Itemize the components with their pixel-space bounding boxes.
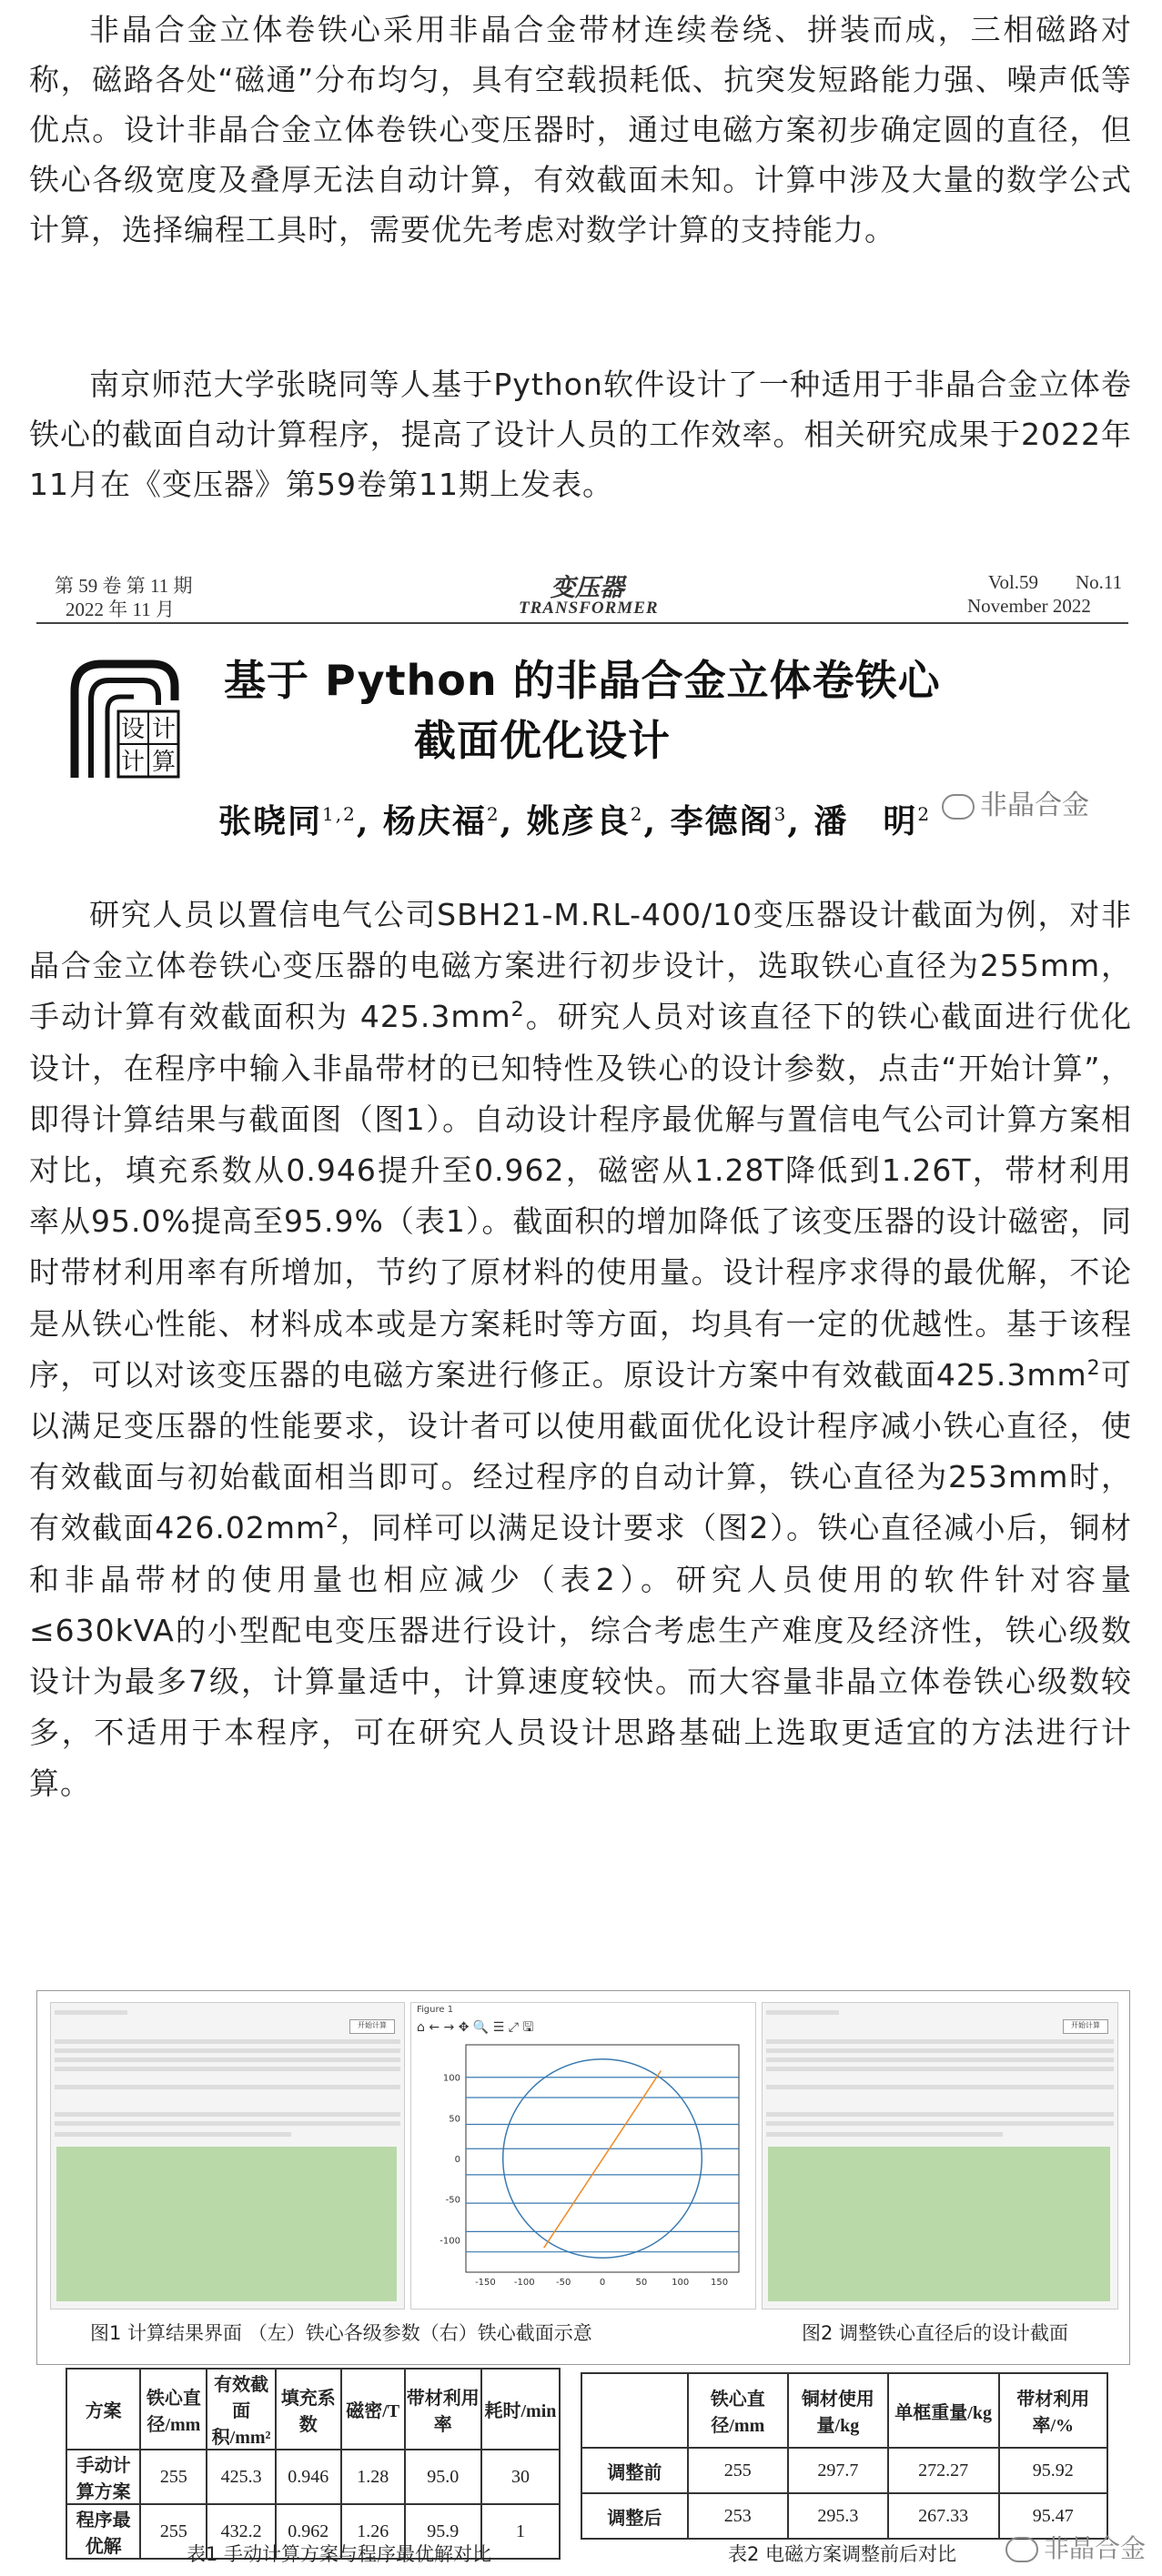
author-affiliation: 2 xyxy=(630,803,644,825)
header-number-en: No.11 xyxy=(1076,571,1123,593)
journal-name-en: TRANSFORMER xyxy=(519,599,659,618)
plot-toolbar: ⌂ ← → ✥ 🔍 ☰ ⤢ 🖫 xyxy=(417,2020,534,2035)
y-tick-label: -50 xyxy=(445,2195,460,2206)
x-tick-label: 100 xyxy=(672,2278,690,2288)
t1-header: 有效截面积/mm² xyxy=(207,2369,275,2450)
gui-screenshot-right xyxy=(762,2002,1118,2309)
x-tick-label: -100 xyxy=(513,2278,535,2288)
author-name: 杨庆福 xyxy=(382,802,487,840)
table-2 xyxy=(581,2372,1108,2540)
author-affiliation: 2 xyxy=(486,803,500,825)
y-tick-label: -100 xyxy=(440,2236,460,2247)
gui-screenshot-left xyxy=(50,2002,405,2309)
y-tick-label: 50 xyxy=(449,2114,460,2125)
header-rule xyxy=(36,622,1128,624)
y-tick-label: 100 xyxy=(442,2073,460,2084)
table-row: 手动计算方案 255 425.3 0.946 1.28 95.0 30 xyxy=(66,2450,560,2504)
start-calc-button-left: 开始计算 xyxy=(349,2019,395,2034)
results-grid-left xyxy=(56,2147,397,2301)
x-tick-label: 50 xyxy=(635,2278,648,2288)
header-volume-cn: 第 59 卷 第 11 期 xyxy=(55,575,193,597)
design-computation-logo-icon xyxy=(66,655,184,782)
logo-char-3: 计 xyxy=(120,749,146,776)
t2-header: 铁心直径/mm xyxy=(688,2373,788,2448)
t2-header xyxy=(581,2373,688,2448)
journal-name-cn: 变压器 xyxy=(551,574,624,601)
author-list: 张晓同$^{1,2}$, 杨庆福$^2$, 姚彦良$^2$, 李德阁$^3$, 潘 明$^2$ xyxy=(218,802,932,840)
table-row: 调整前 255 297.7 272.27 95.92 xyxy=(581,2448,1107,2493)
figure-1-caption: 图1 计算结果界面 （左）铁心各级参数（右）铁心截面示意 xyxy=(90,2322,592,2344)
t1-header: 带材利用率 xyxy=(405,2369,481,2450)
t1-header: 磁密/T xyxy=(341,2369,405,2450)
t1-header: 铁心直径/mm xyxy=(140,2369,207,2450)
t1-header: 方案 xyxy=(66,2369,140,2450)
logo-char-1: 设 xyxy=(120,716,146,743)
logo-char-4: 算 xyxy=(151,749,177,776)
watermark-bottom: 非晶合金 xyxy=(1005,2529,1146,2565)
y-tick-label: 0 xyxy=(454,2155,460,2165)
header-date-cn: 2022 年 11 月 xyxy=(66,599,175,620)
body-paragraph: 研究人员以置信电气公司SBH21-M.RL-400/10变压器设计截面为例，对非晶合金立体卷铁心变压器的电磁方案进行初步设计，选取铁心直径为255mm，手动计算有效截面积为 $425.3mm^2$。研究人员对该直径下的铁心截面进行优化设计，在程序中输入非晶带材的已知特性及铁心的设计参数，点击“开始计算”，即得计算结果与截面图（图1）。自动设计程序最优解与置信电气公司计算方案相对比，填充系数从0.946提升至0.962，磁密从1.28T降低到1.26T，带材利用率从95.0%提高至95.9%（表1）。截面积的增加降低了该变压器的设计磁密，同时带材利用率有所增加，节约了原材料的使用量。设计程序求得的最优解，不论是从铁心性能、材料成本或是方案耗时等方面，均具有一定的优越性。基于该程序，可以对该变压器的电磁方案进行修正。原设计方案中有效截面$425.3mm^2$可以满足变压器的性能要求，设计者可以使用截面优化设计程序减小铁心直径，使有效截面与初始截面相当即可。经过程序的自动计算，铁心直径为253mm时，有效截面$426.02mm^2$，同样可以满足设计要求（图2）。铁心直径减小后，铜材和非晶带材的使用量也相应减少（表2）。研究人员使用的软件针对容量≤630kVA的小型配电变压器进行设计，综合考虑生产难度及经济性，铁心级数设计为最多7级，计算量适中，计算速度较快。而大容量非晶立体卷铁心级数较多，不适用于本程序，可在研究人员设计思路基础上选取更适宜的方法进行计算。 xyxy=(29,897,1132,1802)
t2-header: 单框重量/kg xyxy=(888,2373,999,2448)
results-grid-right xyxy=(768,2147,1110,2301)
t1-header: 耗时/min xyxy=(481,2369,560,2450)
figure-panel xyxy=(36,1990,1130,2365)
table-row: 调整后 253 295.3 267.33 95.47 xyxy=(581,2493,1107,2539)
x-tick-label: 0 xyxy=(599,2278,606,2288)
author-name: 潘 明 xyxy=(813,802,918,840)
core-section-plot xyxy=(411,2036,755,2309)
table-1-caption: 表1 手动计算方案与程序最优解对比 xyxy=(187,2543,492,2565)
header-date-en: November 2022 xyxy=(967,595,1091,617)
intro-paragraph-2: 南京师范大学张晓同等人基于Python软件设计了一种适用于非晶合金立体卷铁心的截面自动计算程序，提高了设计人员的工作效率。相关研究成果于2022年11月在《变压器》第59卷第11期上发表。 xyxy=(29,367,1132,502)
author-name: 姚彦良 xyxy=(526,802,631,840)
wechat-icon xyxy=(942,794,975,820)
author-affiliation: 2 xyxy=(917,803,932,825)
wechat-icon xyxy=(1005,2537,1038,2562)
figure-2-caption: 图2 调整铁心直径后的设计截面 xyxy=(802,2322,1069,2344)
t1-header: 填充系数 xyxy=(276,2369,341,2450)
author-name: 张晓同 xyxy=(218,802,323,840)
intro-paragraph-1: 非晶合金立体卷铁心采用非晶合金带材连续卷绕、拼装而成，三相磁路对称，磁路各处“磁通”分布均匀，具有空载损耗低、抗突发短路能力强、噪声低等优点。设计非晶合金立体卷铁心变压器时，通过电磁方案初步确定圆的直径，但铁心各级宽度及叠厚无法自动计算，有效截面未知。计算中涉及大量的数学公式计算，选择编程工具时，需要优先考虑对数学计算的支持能力。 xyxy=(29,12,1132,247)
author-affiliation: 1,2 xyxy=(322,803,357,825)
paper-title-line-1: 基于 Python 的非晶合金立体卷铁心 xyxy=(224,656,941,705)
table-2-caption: 表2 电磁方案调整前后对比 xyxy=(728,2543,957,2565)
logo-char-2: 计 xyxy=(151,716,177,743)
t2-header: 铜材使用量/kg xyxy=(788,2373,888,2448)
paper-title-line-2: 截面优化设计 xyxy=(414,716,671,765)
section-plot-window xyxy=(410,2002,756,2309)
table-1 xyxy=(66,2368,561,2560)
plot-window-title: Figure 1 xyxy=(417,2005,454,2015)
watermark-top: 非晶合金 xyxy=(942,782,1089,822)
header-volume-en: Vol.59 xyxy=(988,571,1039,593)
t2-header: 带材利用率/% xyxy=(999,2373,1108,2448)
x-tick-label: 150 xyxy=(711,2278,729,2288)
x-tick-label: -50 xyxy=(555,2278,571,2288)
author-name: 李德阁 xyxy=(670,802,774,840)
author-affiliation: 3 xyxy=(773,803,788,825)
start-calc-button-right: 开始计算 xyxy=(1063,2019,1108,2034)
x-tick-label: -150 xyxy=(475,2278,496,2288)
table-row: 程序最优解 255 432.2 0.962 1.26 95.9 1 xyxy=(66,2504,560,2559)
